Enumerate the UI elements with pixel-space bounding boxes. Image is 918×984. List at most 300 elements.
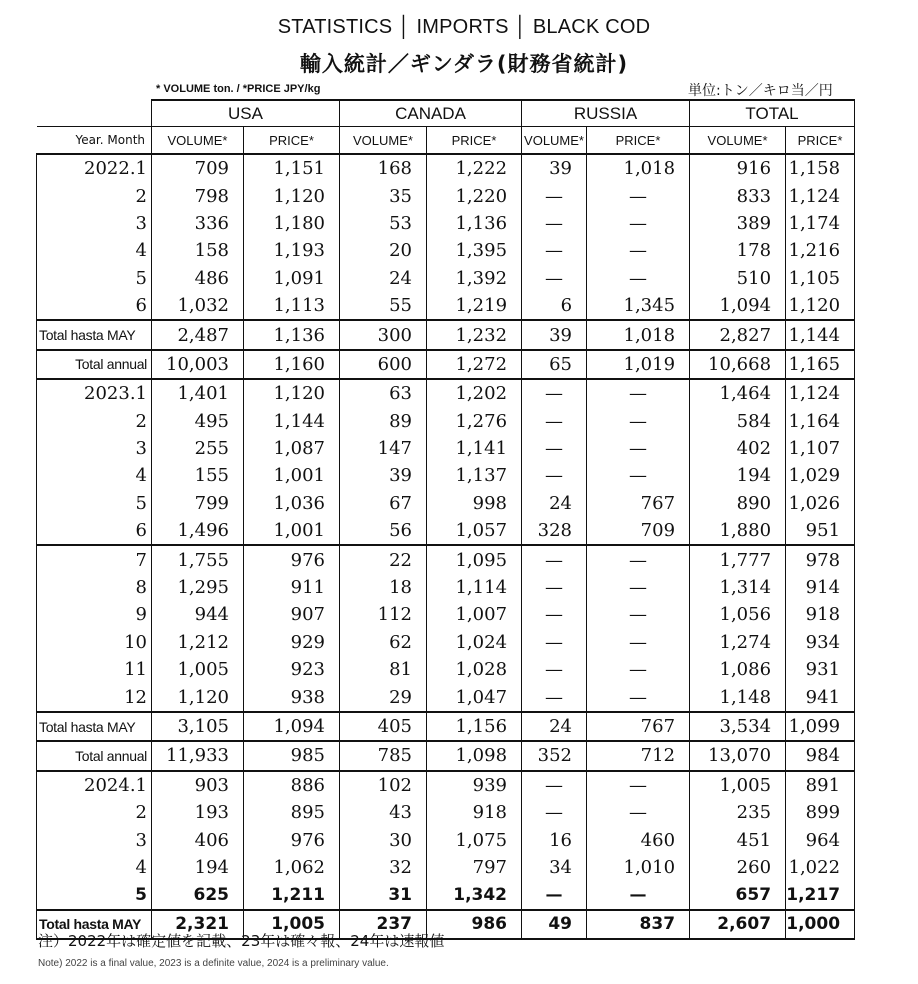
row-label: 9 [37, 601, 152, 628]
cell-total-volume: 833 [690, 182, 786, 209]
row-label: 11 [37, 656, 152, 683]
table-row [37, 292, 855, 320]
footnote-english: Note) 2022 is a final value, 2023 is a definite value, 2024 is a preliminary value. [38, 958, 389, 969]
column-header-canada-volume: VOLUME* [340, 127, 427, 155]
cell-russia-price: — [587, 237, 690, 264]
cell-usa-price: 1,091 [244, 265, 340, 292]
cell-usa-volume: 2,321 [152, 910, 244, 939]
cell-russia-price: 767 [587, 490, 690, 517]
cell-russia-price: — [587, 265, 690, 292]
cell-canada-volume: 20 [340, 237, 427, 264]
region-header-canada: CANADA [340, 100, 522, 127]
table-row [37, 408, 855, 435]
cell-canada-price: 1,219 [427, 292, 522, 320]
table-row [37, 490, 855, 517]
cell-total-volume: 2,607 [690, 910, 786, 939]
cell-canada-volume: 112 [340, 601, 427, 628]
cell-total-price: 1,165 [786, 350, 855, 379]
row-label: 12 [37, 683, 152, 711]
cell-canada-volume: 81 [340, 656, 427, 683]
cell-total-volume: 1,314 [690, 574, 786, 601]
table-row [37, 435, 855, 462]
table-row [37, 881, 855, 909]
cell-total-price: 934 [786, 629, 855, 656]
cell-total-price: 891 [786, 771, 855, 799]
cell-usa-price: 1,001 [244, 462, 340, 489]
cell-canada-price: 1,276 [427, 408, 522, 435]
cell-russia-volume: — [522, 601, 587, 628]
row-label: Total annual [37, 350, 152, 379]
cell-total-volume: 1,880 [690, 517, 786, 545]
cell-canada-volume: 62 [340, 629, 427, 656]
table-row [37, 182, 855, 209]
row-label: Total annual [37, 741, 152, 770]
cell-total-volume: 451 [690, 826, 786, 853]
table-row [37, 379, 855, 407]
cell-usa-volume: 1,401 [152, 379, 244, 407]
cell-usa-volume: 709 [152, 154, 244, 182]
cell-total-price: 1,000 [786, 910, 855, 939]
cell-total-price: 1,124 [786, 182, 855, 209]
cell-total-volume: 194 [690, 462, 786, 489]
cell-usa-volume: 1,032 [152, 292, 244, 320]
cell-russia-price: — [587, 629, 690, 656]
row-label: 2 [37, 408, 152, 435]
cell-usa-volume: 158 [152, 237, 244, 264]
cell-total-volume: 178 [690, 237, 786, 264]
cell-russia-price: — [587, 462, 690, 489]
cell-canada-price: 797 [427, 854, 522, 881]
cell-total-price: 914 [786, 574, 855, 601]
units-note: * VOLUME ton. / *PRICE JPY/kg [156, 83, 321, 95]
row-label: 4 [37, 237, 152, 264]
cell-canada-price: 1,222 [427, 154, 522, 182]
cell-canada-price: 1,136 [427, 210, 522, 237]
cell-canada-volume: 67 [340, 490, 427, 517]
cell-russia-price: 1,010 [587, 854, 690, 881]
cell-russia-volume: — [522, 379, 587, 407]
page-title-japanese: 輸入統計／ギンダラ(財務省統計) [299, 52, 629, 76]
cell-usa-price: 1,001 [244, 517, 340, 545]
cell-canada-volume: 405 [340, 712, 427, 741]
cell-canada-volume: 300 [340, 320, 427, 349]
total-to-date-row [37, 712, 855, 741]
total-annual-row [37, 350, 855, 379]
cell-russia-volume: — [522, 683, 587, 711]
cell-usa-price: 907 [244, 601, 340, 628]
cell-canada-volume: 31 [340, 881, 427, 909]
cell-usa-volume: 1,005 [152, 656, 244, 683]
cell-usa-volume: 255 [152, 435, 244, 462]
column-header-russia-volume: VOLUME* [522, 127, 587, 155]
region-header-total: TOTAL [690, 100, 855, 127]
row-label: 2022.1 [37, 154, 152, 182]
cell-russia-price: 1,018 [587, 320, 690, 349]
cell-total-price: 1,022 [786, 854, 855, 881]
cell-usa-volume: 1,496 [152, 517, 244, 545]
table-row [37, 545, 855, 573]
cell-canada-volume: 29 [340, 683, 427, 711]
cell-canada-price: 1,141 [427, 435, 522, 462]
cell-russia-price: 1,018 [587, 154, 690, 182]
cell-canada-volume: 168 [340, 154, 427, 182]
table-row [37, 826, 855, 853]
cell-canada-volume: 89 [340, 408, 427, 435]
cell-usa-price: 929 [244, 629, 340, 656]
cell-russia-price: — [587, 683, 690, 711]
cell-canada-price: 1,395 [427, 237, 522, 264]
cell-total-volume: 890 [690, 490, 786, 517]
cell-russia-volume: — [522, 237, 587, 264]
cell-total-price: 984 [786, 741, 855, 770]
cell-russia-price: — [587, 881, 690, 909]
cell-total-price: 918 [786, 601, 855, 628]
cell-canada-volume: 32 [340, 854, 427, 881]
cell-total-volume: 1,464 [690, 379, 786, 407]
unit-label-japanese: 単位:トン／キロ当／円 [688, 80, 833, 100]
cell-usa-price: 886 [244, 771, 340, 799]
cell-total-volume: 510 [690, 265, 786, 292]
row-label: Total hasta MAY [37, 712, 152, 741]
cell-russia-price: — [587, 656, 690, 683]
cell-total-volume: 402 [690, 435, 786, 462]
row-label: 2024.1 [37, 771, 152, 799]
row-label: Total hasta MAY [37, 910, 152, 939]
table-row [37, 799, 855, 826]
cell-russia-price: — [587, 408, 690, 435]
table-row [37, 462, 855, 489]
cell-russia-price: 712 [587, 741, 690, 770]
table-row [37, 154, 855, 182]
cell-usa-price: 911 [244, 574, 340, 601]
cell-usa-volume: 336 [152, 210, 244, 237]
cell-russia-price: 1,019 [587, 350, 690, 379]
column-header-usa-price: PRICE* [244, 127, 340, 155]
cell-canada-price: 1,095 [427, 545, 522, 573]
cell-total-price: 1,144 [786, 320, 855, 349]
cell-total-price: 941 [786, 683, 855, 711]
region-header-russia: RUSSIA [522, 100, 690, 127]
cell-usa-price: 1,094 [244, 712, 340, 741]
cell-canada-price: 1,392 [427, 265, 522, 292]
table-row [37, 265, 855, 292]
cell-usa-price: 1,005 [244, 910, 340, 939]
cell-russia-volume: — [522, 656, 587, 683]
cell-usa-price: 1,136 [244, 320, 340, 349]
cell-canada-volume: 55 [340, 292, 427, 320]
cell-total-price: 1,158 [786, 154, 855, 182]
cell-usa-volume: 406 [152, 826, 244, 853]
row-label: 2 [37, 799, 152, 826]
cell-total-volume: 1,094 [690, 292, 786, 320]
row-label: 6 [37, 517, 152, 545]
cell-canada-volume: 35 [340, 182, 427, 209]
cell-usa-volume: 1,120 [152, 683, 244, 711]
cell-russia-volume: 65 [522, 350, 587, 379]
row-label: 5 [37, 265, 152, 292]
cell-usa-volume: 11,933 [152, 741, 244, 770]
cell-total-price: 899 [786, 799, 855, 826]
cell-russia-price: 460 [587, 826, 690, 853]
row-label: 4 [37, 854, 152, 881]
cell-russia-price: 709 [587, 517, 690, 545]
cell-canada-price: 998 [427, 490, 522, 517]
row-label: 5 [37, 881, 152, 909]
cell-total-volume: 260 [690, 854, 786, 881]
row-label: 3 [37, 210, 152, 237]
cell-russia-price: 837 [587, 910, 690, 939]
cell-total-volume: 1,056 [690, 601, 786, 628]
table-row [37, 517, 855, 545]
cell-total-price: 1,107 [786, 435, 855, 462]
cell-total-volume: 1,274 [690, 629, 786, 656]
column-header-russia-price: PRICE* [587, 127, 690, 155]
cell-russia-volume: — [522, 629, 587, 656]
cell-usa-price: 938 [244, 683, 340, 711]
cell-canada-price: 1,232 [427, 320, 522, 349]
cell-russia-price: 1,345 [587, 292, 690, 320]
cell-russia-volume: — [522, 771, 587, 799]
cell-canada-price: 1,057 [427, 517, 522, 545]
cell-canada-price: 1,272 [427, 350, 522, 379]
cell-usa-price: 1,211 [244, 881, 340, 909]
cell-canada-price: 1,098 [427, 741, 522, 770]
column-header-total-volume: VOLUME* [690, 127, 786, 155]
cell-total-price: 1,216 [786, 237, 855, 264]
cell-usa-price: 1,036 [244, 490, 340, 517]
cell-canada-volume: 56 [340, 517, 427, 545]
cell-russia-price: — [587, 182, 690, 209]
table-row [37, 771, 855, 799]
cell-russia-volume: — [522, 435, 587, 462]
cell-canada-volume: 785 [340, 741, 427, 770]
cell-canada-price: 939 [427, 771, 522, 799]
cell-canada-price: 1,075 [427, 826, 522, 853]
cell-usa-volume: 194 [152, 854, 244, 881]
cell-total-price: 1,029 [786, 462, 855, 489]
cell-usa-price: 1,144 [244, 408, 340, 435]
cell-total-price: 1,120 [786, 292, 855, 320]
page-title: STATISTICS │ IMPORTS │ BLACK COD [277, 16, 651, 38]
cell-usa-price: 1,120 [244, 379, 340, 407]
black-cod-imports-table [36, 99, 855, 940]
cell-canada-volume: 18 [340, 574, 427, 601]
row-label: 5 [37, 490, 152, 517]
cell-canada-price: 1,028 [427, 656, 522, 683]
cell-usa-price: 1,160 [244, 350, 340, 379]
cell-total-volume: 2,827 [690, 320, 786, 349]
table-row [37, 656, 855, 683]
cell-usa-volume: 495 [152, 408, 244, 435]
cell-usa-volume: 193 [152, 799, 244, 826]
cell-usa-volume: 2,487 [152, 320, 244, 349]
header-corner [37, 100, 152, 127]
cell-canada-price: 1,047 [427, 683, 522, 711]
cell-russia-volume: 39 [522, 154, 587, 182]
cell-russia-volume: — [522, 799, 587, 826]
cell-usa-volume: 3,105 [152, 712, 244, 741]
cell-canada-price: 1,024 [427, 629, 522, 656]
cell-canada-volume: 53 [340, 210, 427, 237]
cell-russia-volume: — [522, 408, 587, 435]
table-row [37, 574, 855, 601]
row-label: 3 [37, 826, 152, 853]
cell-total-price: 1,105 [786, 265, 855, 292]
footnote-japanese: 注）2022年は確定値を記載、23年は確々報、24年は速報値 [38, 932, 445, 950]
cell-canada-price: 986 [427, 910, 522, 939]
region-header-usa: USA [152, 100, 340, 127]
column-header-usa-volume: VOLUME* [152, 127, 244, 155]
cell-russia-volume: — [522, 545, 587, 573]
cell-usa-price: 895 [244, 799, 340, 826]
cell-total-volume: 235 [690, 799, 786, 826]
cell-canada-volume: 39 [340, 462, 427, 489]
cell-total-price: 1,026 [786, 490, 855, 517]
row-label: 4 [37, 462, 152, 489]
cell-usa-volume: 155 [152, 462, 244, 489]
cell-canada-volume: 43 [340, 799, 427, 826]
cell-canada-price: 1,007 [427, 601, 522, 628]
row-label: 7 [37, 545, 152, 573]
column-header-row [37, 127, 855, 155]
cell-usa-price: 976 [244, 545, 340, 573]
cell-canada-volume: 600 [340, 350, 427, 379]
cell-total-volume: 1,086 [690, 656, 786, 683]
cell-russia-price: — [587, 210, 690, 237]
cell-russia-volume: 16 [522, 826, 587, 853]
row-label: 2023.1 [37, 379, 152, 407]
column-header-total-price: PRICE* [786, 127, 855, 155]
cell-total-volume: 1,148 [690, 683, 786, 711]
cell-russia-volume: 328 [522, 517, 587, 545]
cell-russia-volume: 39 [522, 320, 587, 349]
table-row [37, 854, 855, 881]
cell-russia-price: — [587, 435, 690, 462]
cell-canada-volume: 102 [340, 771, 427, 799]
cell-usa-volume: 944 [152, 601, 244, 628]
cell-usa-volume: 10,003 [152, 350, 244, 379]
cell-usa-price: 985 [244, 741, 340, 770]
cell-canada-volume: 30 [340, 826, 427, 853]
cell-russia-volume: 6 [522, 292, 587, 320]
column-header-canada-price: PRICE* [427, 127, 522, 155]
cell-usa-volume: 1,755 [152, 545, 244, 573]
cell-russia-price: — [587, 545, 690, 573]
cell-usa-volume: 798 [152, 182, 244, 209]
cell-usa-price: 1,087 [244, 435, 340, 462]
cell-russia-volume: 24 [522, 712, 587, 741]
cell-russia-volume: — [522, 210, 587, 237]
cell-usa-volume: 625 [152, 881, 244, 909]
cell-russia-volume: 352 [522, 741, 587, 770]
cell-total-price: 1,124 [786, 379, 855, 407]
cell-usa-volume: 1,295 [152, 574, 244, 601]
cell-canada-price: 1,114 [427, 574, 522, 601]
cell-russia-volume: — [522, 265, 587, 292]
cell-usa-price: 1,062 [244, 854, 340, 881]
cell-russia-price: — [587, 574, 690, 601]
cell-russia-volume: — [522, 881, 587, 909]
cell-usa-price: 1,113 [244, 292, 340, 320]
cell-canada-price: 918 [427, 799, 522, 826]
cell-canada-volume: 24 [340, 265, 427, 292]
cell-total-volume: 584 [690, 408, 786, 435]
cell-russia-price: — [587, 379, 690, 407]
cell-total-price: 931 [786, 656, 855, 683]
row-label: 6 [37, 292, 152, 320]
region-header-row [37, 100, 855, 127]
cell-russia-volume: 49 [522, 910, 587, 939]
cell-canada-price: 1,342 [427, 881, 522, 909]
cell-canada-price: 1,220 [427, 182, 522, 209]
row-label: Total hasta MAY [37, 320, 152, 349]
total-to-date-row [37, 320, 855, 349]
cell-canada-volume: 147 [340, 435, 427, 462]
cell-canada-price: 1,137 [427, 462, 522, 489]
column-header-year-month: Year. Month [37, 127, 152, 155]
cell-usa-price: 1,120 [244, 182, 340, 209]
cell-total-price: 1,174 [786, 210, 855, 237]
cell-usa-volume: 903 [152, 771, 244, 799]
cell-total-volume: 13,070 [690, 741, 786, 770]
cell-russia-volume: — [522, 182, 587, 209]
cell-total-volume: 657 [690, 881, 786, 909]
cell-total-volume: 389 [690, 210, 786, 237]
row-label: 2 [37, 182, 152, 209]
cell-russia-price: — [587, 799, 690, 826]
row-label: 3 [37, 435, 152, 462]
cell-usa-price: 1,151 [244, 154, 340, 182]
cell-usa-volume: 1,212 [152, 629, 244, 656]
cell-russia-volume: 24 [522, 490, 587, 517]
table-row [37, 601, 855, 628]
cell-canada-volume: 22 [340, 545, 427, 573]
cell-canada-volume: 63 [340, 379, 427, 407]
cell-total-price: 951 [786, 517, 855, 545]
cell-russia-volume: — [522, 574, 587, 601]
cell-russia-price: — [587, 771, 690, 799]
cell-total-volume: 1,005 [690, 771, 786, 799]
table-row [37, 629, 855, 656]
cell-total-volume: 1,777 [690, 545, 786, 573]
cell-russia-volume: — [522, 462, 587, 489]
cell-canada-volume: 237 [340, 910, 427, 939]
cell-total-price: 964 [786, 826, 855, 853]
cell-total-price: 1,164 [786, 408, 855, 435]
cell-total-price: 1,099 [786, 712, 855, 741]
cell-canada-price: 1,202 [427, 379, 522, 407]
cell-total-volume: 916 [690, 154, 786, 182]
cell-usa-price: 976 [244, 826, 340, 853]
table-row [37, 683, 855, 711]
table-row [37, 210, 855, 237]
cell-canada-price: 1,156 [427, 712, 522, 741]
cell-total-price: 1,217 [786, 881, 855, 909]
total-annual-row [37, 741, 855, 770]
cell-russia-price: 767 [587, 712, 690, 741]
cell-russia-volume: 34 [522, 854, 587, 881]
row-label: 10 [37, 629, 152, 656]
cell-usa-price: 1,180 [244, 210, 340, 237]
cell-total-volume: 3,534 [690, 712, 786, 741]
row-label: 8 [37, 574, 152, 601]
cell-usa-volume: 799 [152, 490, 244, 517]
cell-russia-price: — [587, 601, 690, 628]
cell-usa-price: 1,193 [244, 237, 340, 264]
cell-usa-price: 923 [244, 656, 340, 683]
cell-total-volume: 10,668 [690, 350, 786, 379]
cell-total-price: 978 [786, 545, 855, 573]
